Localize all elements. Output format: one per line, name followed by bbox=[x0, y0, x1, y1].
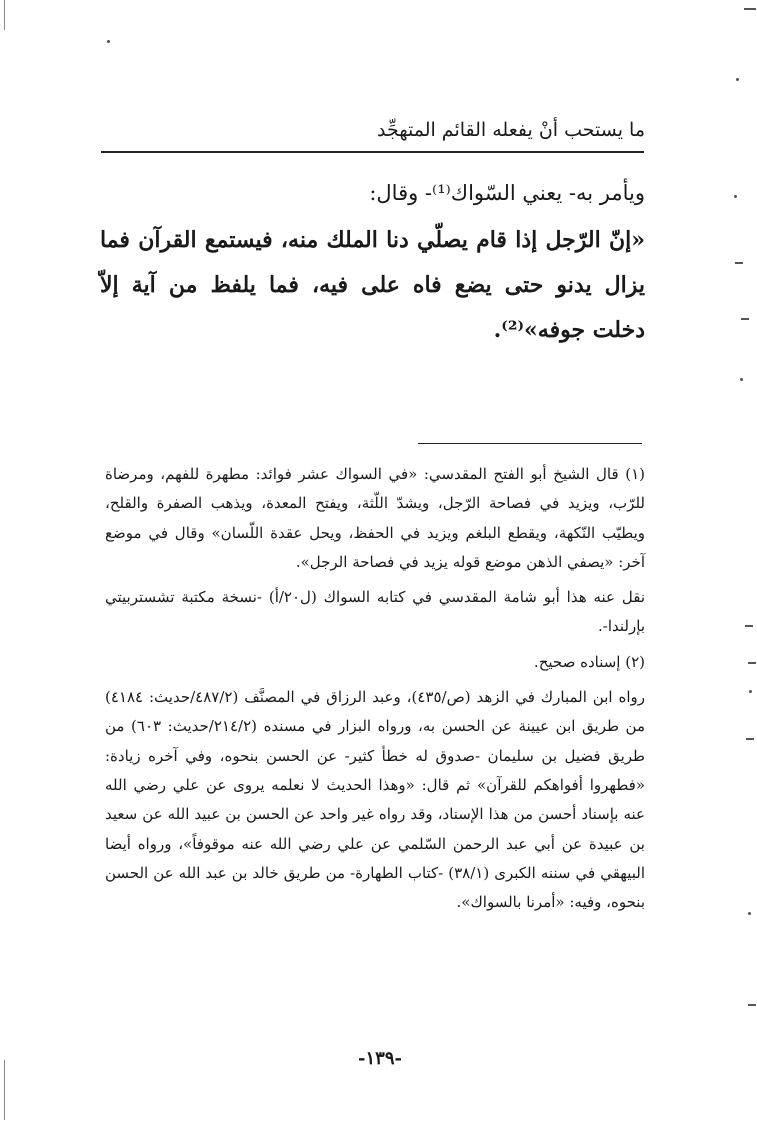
scan-speck bbox=[748, 1004, 756, 1006]
scan-speck bbox=[748, 662, 756, 664]
scan-speck bbox=[746, 738, 754, 740]
page-number: -١٣٩- bbox=[358, 1048, 402, 1069]
scan-speck bbox=[734, 195, 737, 198]
scan-speck bbox=[107, 40, 110, 43]
scan-speck bbox=[749, 690, 752, 693]
header-divider bbox=[101, 151, 644, 153]
scan-speck bbox=[745, 625, 753, 627]
scan-speck bbox=[735, 262, 743, 264]
footnote-divider bbox=[418, 443, 642, 444]
scan-speck bbox=[740, 378, 743, 381]
scan-speck bbox=[736, 78, 739, 81]
footnotes bbox=[105, 460, 645, 923]
running-header: ما يستحب أنْ يفعله القائم المتهجِّد bbox=[376, 119, 645, 141]
hadith-text: «إنّ الرّجل إذا قام يصلّي دنا الملك منه، فيستمع القرآن فما يزال يدنو حتى يضع فاه على فيه، فما يلفظ من آية إلاّ دخلت جوفه»⁽²⁾. bbox=[100, 227, 645, 343]
scan-edge bbox=[4, 1060, 5, 1120]
footnote-2-takhrij: رواه ابن المبارك في الزهد (ص/٤٣٥)، وعبد الرزاق في المصنَّف (٤٨٧/٢/حديث: ٤١٨٤) من طريق ابن عيينة عن الحسن به، ورواه البزار في مسنده (٢١٤/٢/حديث: ٦٠٣) من طريق فضيل بن سليمان -صدوق له خطأ كثير- عن الحسن بنحوه، وفي آخره زيادة: «فطهروا أفواهكم للقرآن» ثم قال: «وهذا الحديث لا نعلمه يروى عن علي رضي الله عنه بإسناد أحسن من هذا الإسناد، وقد رواه غير واحد عن الحسن بن عبيد الله عن سعيد بن عبيدة عن أبي عبد الرحمن السّلمي عن علي رضي الله عنه موقوفاً»، ورواه أيضا البيهقي في سننه الكبرى (٣٨/١) -كتاب الطهارة- من طريق خالد بن عبد الله عن الحسن بنحوه، وفيه: «أمرنا بالسواك». bbox=[105, 688, 645, 912]
footnote-2: (٢) إسناده صحيح. bbox=[533, 652, 645, 671]
footnote-1-source: نقل عنه هذا أبو شامة المقدسي في كتابه السواك (ل٢٠/أ) -نسخة مكتبة تشستربيتي بإرلندا-. bbox=[105, 588, 645, 636]
scan-edge bbox=[4, 0, 5, 30]
intro-line: ويأمر به- يعني السّواك⁽¹⁾- وقال: bbox=[369, 181, 645, 205]
scan-speck bbox=[744, 8, 756, 10]
footnote-1: (١) قال الشيخ أبو الفتح المقدسي: «في السواك عشر فوائد: مطهرة للفهم، ومرضاة للرّب، ويزيد في فصاحة الرّجل، ويشدّ اللّثة، ويفتح المعدة، ويذهب الصفرة والقلح، ويطيّب النّكهة، ويقطع البلغم ويزيد في الحفظ، ويحل عقدة اللّسان» وقال في موضع آخر: «يصفي الذهن موضع قوله يزيد في فصاحة الرجل». bbox=[105, 465, 645, 571]
scan-speck bbox=[748, 912, 751, 915]
scan-speck bbox=[741, 318, 749, 320]
